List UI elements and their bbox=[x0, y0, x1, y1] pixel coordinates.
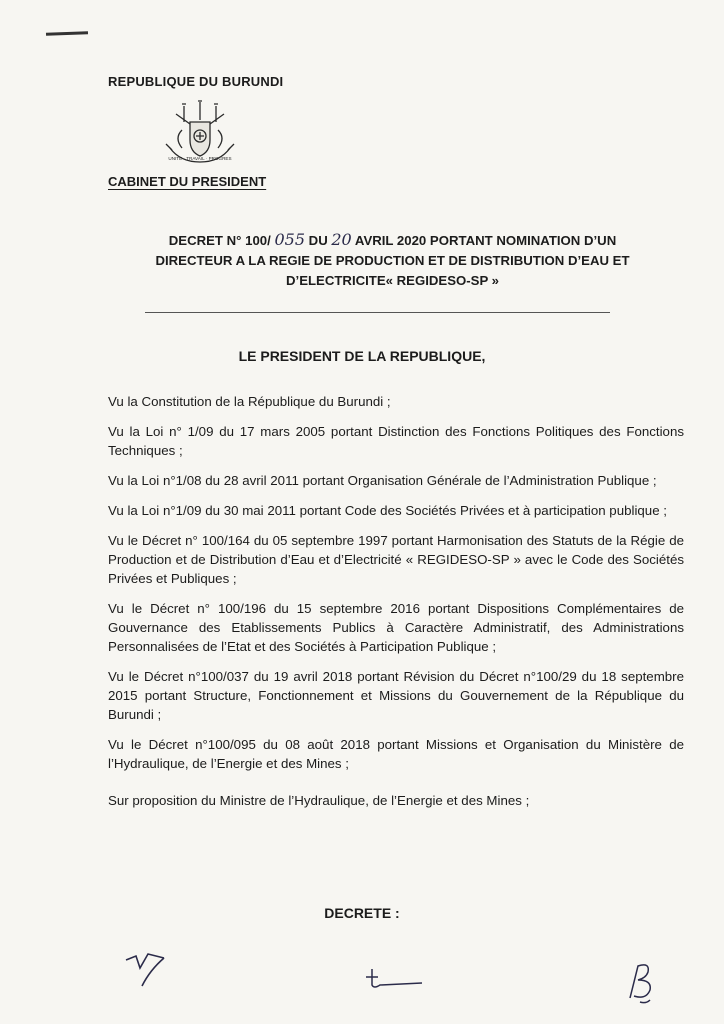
initials-signature-center bbox=[360, 965, 430, 995]
considerant-item: Vu la Loi n°1/09 du 30 mai 2011 portant Code des Sociétés Privées et à participation publique ; bbox=[108, 503, 667, 518]
handwritten-decree-number: 055 bbox=[274, 230, 305, 249]
considerant-item: Vu la Loi n° 1/09 du 17 mars 2005 portant Distinction des Fonctions Politiques des Fonctions Techniques ; bbox=[108, 424, 684, 458]
office-heading: CABINET DU PRESIDENT bbox=[108, 174, 267, 189]
initials-signature-left bbox=[120, 950, 180, 990]
header-block bbox=[108, 74, 308, 89]
decree-title bbox=[120, 230, 665, 291]
svg-text:UNITE · TRAVAIL · PROGRES: UNITE · TRAVAIL · PROGRES bbox=[168, 156, 232, 161]
handwritten-day: 20 bbox=[331, 230, 352, 249]
title-du: DU bbox=[305, 233, 332, 248]
title-line-2: DIRECTEUR A LA REGIE DE PRODUCTION ET DE DISTRIBUTION D’EAU ET bbox=[155, 253, 630, 268]
considerant-item: Vu le Décret n°100/095 du 08 août 2018 portant Missions et Organisation du Ministère de l’Hydraulique, de l’Energie et des Mines ; bbox=[108, 737, 684, 771]
considerant-item: Vu le Décret n°100/037 du 19 avril 2018 portant Révision du Décret n°100/29 du 18 septembre 2015 portant Structure, Fonctionnement et Missions du Gouvernement de la République du Burundi ; bbox=[108, 669, 684, 722]
considerant-item: Vu le Décret n° 100/164 du 05 septembre 1997 portant Harmonisation des Statuts de la Régie de Production et de Distribution d’Eau et d’Electricité « REGIDESO-SP » avec le Code des Sociétés Privées et Publiques ; bbox=[108, 533, 684, 586]
considerant-item: Vu le Décret n° 100/196 du 15 septembre 2016 portant Dispositions Complémentaires de Gouvernance des Etablissements Publics à Caractère Administratif, des Administrations Personnalisées de l’Etat et des Sociétés à Participation Publique ; bbox=[108, 601, 684, 654]
considerant-item: Vu la Loi n°1/08 du 28 avril 2011 portant Organisation Générale de l’Administration Publique ; bbox=[108, 473, 657, 488]
considerant-item: Vu la Constitution de la République du Burundi ; bbox=[108, 394, 391, 409]
title-line-1 bbox=[120, 230, 665, 251]
proposition-line: Sur proposition du Ministre de l’Hydraulique, de l’Energie et des Mines ; bbox=[108, 793, 530, 808]
title-prefix: DECRET N° 100/ bbox=[168, 233, 275, 248]
coat-of-arms-emblem bbox=[160, 100, 240, 170]
scan-mark bbox=[46, 31, 88, 35]
authority-heading: LE PRESIDENT DE LA REPUBLIQUE, bbox=[238, 348, 486, 364]
considerants-list bbox=[108, 392, 684, 821]
country-name: REPUBLIQUE DU BURUNDI bbox=[108, 74, 284, 89]
title-line-3: D’ELECTRICITE« REGIDESO-SP » bbox=[286, 273, 499, 288]
title-date-rest: AVRIL 2020 PORTANT NOMINATION D’UN bbox=[351, 233, 617, 248]
decrete-heading: DECRETE : bbox=[324, 905, 400, 921]
title-divider bbox=[145, 312, 610, 313]
initials-signature-right bbox=[620, 958, 670, 1008]
